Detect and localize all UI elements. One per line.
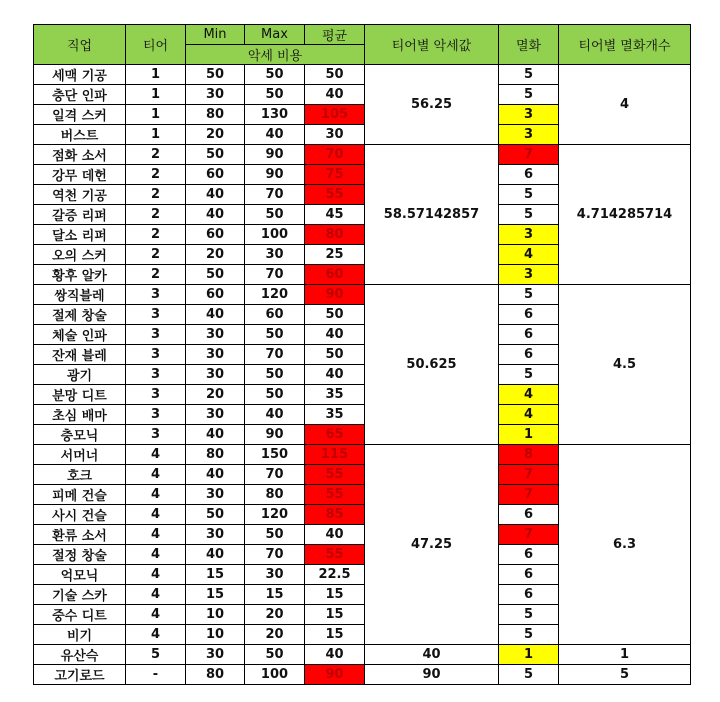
enh-cell[interactable]: 3: [499, 265, 559, 285]
max-cell[interactable]: 120: [245, 505, 305, 525]
job-name-cell[interactable]: 고기로드: [34, 665, 126, 685]
job-name-cell[interactable]: 서머너: [34, 445, 126, 465]
avg-cell[interactable]: 90: [305, 665, 365, 685]
job-name-cell[interactable]: 유산슥: [34, 645, 126, 665]
avg-cell[interactable]: 35: [305, 385, 365, 405]
job-name-cell[interactable]: 환류 소서: [34, 525, 126, 545]
enh-cell[interactable]: 6: [499, 305, 559, 325]
max-cell[interactable]: 120: [245, 285, 305, 305]
min-cell[interactable]: 30: [186, 645, 245, 665]
avg-cell[interactable]: 15: [305, 585, 365, 605]
enh-cell[interactable]: 7: [499, 485, 559, 505]
header-tier[interactable]: 티어: [126, 25, 186, 65]
enh-cell[interactable]: 5: [499, 365, 559, 385]
job-name-cell[interactable]: 기술 스카: [34, 585, 126, 605]
job-name-cell[interactable]: 사시 건슬: [34, 505, 126, 525]
tier-cell[interactable]: 1: [126, 65, 186, 85]
min-cell[interactable]: 10: [186, 625, 245, 645]
enh-cell[interactable]: 5: [499, 205, 559, 225]
avg-cell[interactable]: 85: [305, 505, 365, 525]
max-cell[interactable]: 50: [245, 385, 305, 405]
job-name-cell[interactable]: 분망 디트: [34, 385, 126, 405]
header-cost-group[interactable]: 악세 비용: [186, 45, 365, 65]
max-cell[interactable]: 90: [245, 425, 305, 445]
avg-cell[interactable]: 22.5: [305, 565, 365, 585]
tier-avg-cell[interactable]: 56.25: [365, 65, 499, 145]
enh-cell[interactable]: 6: [499, 165, 559, 185]
min-cell[interactable]: 40: [186, 425, 245, 445]
avg-cell[interactable]: 65: [305, 425, 365, 445]
tier-avg-cell[interactable]: 50.625: [365, 285, 499, 445]
max-cell[interactable]: 100: [245, 225, 305, 245]
table-row: [34, 285, 691, 305]
tier-cell[interactable]: 1: [126, 125, 186, 145]
avg-cell[interactable]: 45: [305, 205, 365, 225]
avg-cell[interactable]: 30: [305, 125, 365, 145]
tier-enh-cell[interactable]: 4.714285714: [559, 145, 691, 285]
tier-enh-cell[interactable]: 4.5: [559, 285, 691, 445]
table-row: [34, 145, 691, 165]
min-cell[interactable]: 20: [186, 385, 245, 405]
header-avg[interactable]: 평균: [305, 25, 365, 45]
max-cell[interactable]: 50: [245, 525, 305, 545]
min-cell[interactable]: 30: [186, 405, 245, 425]
tier-avg-cell[interactable]: 40: [365, 645, 499, 665]
job-name-cell[interactable]: 일격 스커: [34, 105, 126, 125]
tier-cell[interactable]: 2: [126, 185, 186, 205]
min-cell[interactable]: 80: [186, 665, 245, 685]
tier-cell[interactable]: 4: [126, 625, 186, 645]
min-cell[interactable]: 40: [186, 205, 245, 225]
enh-cell[interactable]: 3: [499, 105, 559, 125]
tier-enh-cell[interactable]: 6.3: [559, 445, 691, 645]
tier-cell[interactable]: 4: [126, 525, 186, 545]
job-name-cell[interactable]: 초심 배마: [34, 405, 126, 425]
job-name-cell[interactable]: 버스트: [34, 125, 126, 145]
tier-avg-cell[interactable]: 58.57142857: [365, 145, 499, 285]
max-cell[interactable]: 50: [245, 205, 305, 225]
avg-cell[interactable]: 55: [305, 485, 365, 505]
min-cell[interactable]: 30: [186, 485, 245, 505]
table-row: [34, 645, 691, 665]
job-name-cell[interactable]: 억모닉: [34, 565, 126, 585]
tier-cell[interactable]: 2: [126, 265, 186, 285]
tier-cell[interactable]: 2: [126, 145, 186, 165]
min-cell[interactable]: 80: [186, 445, 245, 465]
avg-cell[interactable]: 75: [305, 165, 365, 185]
max-cell[interactable]: 40: [245, 125, 305, 145]
min-cell[interactable]: 30: [186, 525, 245, 545]
header-enh[interactable]: 멸화: [499, 25, 559, 65]
tier-enh-cell[interactable]: 4: [559, 65, 691, 145]
enh-cell[interactable]: 7: [499, 525, 559, 545]
table-body: [34, 65, 691, 685]
min-cell[interactable]: 60: [186, 225, 245, 245]
tier-cell[interactable]: 4: [126, 505, 186, 525]
max-cell[interactable]: 15: [245, 585, 305, 605]
avg-cell[interactable]: 105: [305, 105, 365, 125]
header-tier-avg[interactable]: 티어별 악세값: [365, 25, 499, 65]
min-cell[interactable]: 40: [186, 465, 245, 485]
job-name-cell[interactable]: 절정 창술: [34, 545, 126, 565]
enh-cell[interactable]: 6: [499, 585, 559, 605]
job-name-cell[interactable]: 세맥 기공: [34, 65, 126, 85]
job-name-cell[interactable]: 강무 데헌: [34, 165, 126, 185]
max-cell[interactable]: 80: [245, 485, 305, 505]
tier-enh-cell[interactable]: 1: [559, 645, 691, 665]
tier-enh-cell[interactable]: 5: [559, 665, 691, 685]
table-row: [34, 65, 691, 85]
job-name-cell[interactable]: 광기: [34, 365, 126, 385]
avg-cell[interactable]: 60: [305, 265, 365, 285]
min-cell[interactable]: 50: [186, 65, 245, 85]
enh-cell[interactable]: 5: [499, 85, 559, 105]
job-name-cell[interactable]: 갈증 리퍼: [34, 205, 126, 225]
avg-cell[interactable]: 70: [305, 145, 365, 165]
avg-cell[interactable]: 40: [305, 365, 365, 385]
tier-cell[interactable]: 1: [126, 105, 186, 125]
enh-cell[interactable]: 5: [499, 625, 559, 645]
avg-cell[interactable]: 25: [305, 245, 365, 265]
table-row: [34, 665, 691, 685]
job-name-cell[interactable]: 충모닉: [34, 425, 126, 445]
enh-cell[interactable]: 4: [499, 405, 559, 425]
tier-cell[interactable]: 2: [126, 205, 186, 225]
tier-cell[interactable]: 3: [126, 325, 186, 345]
avg-cell[interactable]: 55: [305, 185, 365, 205]
tier-cell[interactable]: 2: [126, 165, 186, 185]
min-cell[interactable]: 30: [186, 325, 245, 345]
max-cell[interactable]: 70: [245, 345, 305, 365]
max-cell[interactable]: 50: [245, 325, 305, 345]
job-name-cell[interactable]: 달소 리퍼: [34, 225, 126, 245]
header-tier-enh[interactable]: 티어별 멸화개수: [559, 25, 691, 65]
max-cell[interactable]: 90: [245, 145, 305, 165]
header-name[interactable]: 직업: [34, 25, 126, 65]
tier-cell[interactable]: 3: [126, 385, 186, 405]
max-cell[interactable]: 30: [245, 565, 305, 585]
min-cell[interactable]: 30: [186, 345, 245, 365]
min-cell[interactable]: 40: [186, 305, 245, 325]
tier-avg-cell[interactable]: 90: [365, 665, 499, 685]
min-cell[interactable]: 20: [186, 245, 245, 265]
min-cell[interactable]: 10: [186, 605, 245, 625]
min-cell[interactable]: 20: [186, 125, 245, 145]
avg-cell[interactable]: 15: [305, 605, 365, 625]
avg-cell[interactable]: 35: [305, 405, 365, 425]
max-cell[interactable]: 60: [245, 305, 305, 325]
avg-cell[interactable]: 50: [305, 65, 365, 85]
avg-cell[interactable]: 55: [305, 545, 365, 565]
enh-cell[interactable]: 5: [499, 65, 559, 85]
avg-cell[interactable]: 40: [305, 525, 365, 545]
tier-cell[interactable]: 3: [126, 425, 186, 445]
avg-cell[interactable]: 50: [305, 345, 365, 365]
max-cell[interactable]: 20: [245, 625, 305, 645]
enh-cell[interactable]: 6: [499, 545, 559, 565]
max-cell[interactable]: 50: [245, 365, 305, 385]
enh-cell[interactable]: 1: [499, 425, 559, 445]
max-cell[interactable]: 30: [245, 245, 305, 265]
max-cell[interactable]: 50: [245, 645, 305, 665]
tier-cell[interactable]: 3: [126, 405, 186, 425]
max-cell[interactable]: 40: [245, 405, 305, 425]
tier-cell[interactable]: 4: [126, 565, 186, 585]
min-cell[interactable]: 50: [186, 505, 245, 525]
job-name-cell[interactable]: 잔재 블레: [34, 345, 126, 365]
min-cell[interactable]: 30: [186, 85, 245, 105]
enh-cell[interactable]: 6: [499, 505, 559, 525]
min-cell[interactable]: 50: [186, 265, 245, 285]
job-name-cell[interactable]: 역천 기공: [34, 185, 126, 205]
enh-cell[interactable]: 8: [499, 445, 559, 465]
accessory-cost-table: [33, 24, 691, 685]
enh-cell[interactable]: 1: [499, 645, 559, 665]
enh-cell[interactable]: 6: [499, 325, 559, 345]
enh-cell[interactable]: 5: [499, 285, 559, 305]
tier-cell[interactable]: 4: [126, 485, 186, 505]
max-cell[interactable]: 50: [245, 65, 305, 85]
enh-cell[interactable]: 7: [499, 465, 559, 485]
job-name-cell[interactable]: 중수 디트: [34, 605, 126, 625]
enh-cell[interactable]: 6: [499, 345, 559, 365]
tier-cell[interactable]: -: [126, 665, 186, 685]
max-cell[interactable]: 150: [245, 445, 305, 465]
avg-cell[interactable]: 40: [305, 85, 365, 105]
tier-avg-cell[interactable]: 47.25: [365, 445, 499, 645]
enh-cell[interactable]: 3: [499, 225, 559, 245]
job-name-cell[interactable]: 황후 알카: [34, 265, 126, 285]
avg-cell[interactable]: 80: [305, 225, 365, 245]
max-cell[interactable]: 100: [245, 665, 305, 685]
enh-cell[interactable]: 7: [499, 145, 559, 165]
max-cell[interactable]: 70: [245, 185, 305, 205]
avg-cell[interactable]: 55: [305, 465, 365, 485]
tier-cell[interactable]: 4: [126, 605, 186, 625]
job-name-cell[interactable]: 충단 인파: [34, 85, 126, 105]
enh-cell[interactable]: 4: [499, 385, 559, 405]
tier-cell[interactable]: 4: [126, 445, 186, 465]
tier-cell[interactable]: 1: [126, 85, 186, 105]
tier-cell[interactable]: 3: [126, 305, 186, 325]
max-cell[interactable]: 50: [245, 85, 305, 105]
avg-cell[interactable]: 50: [305, 305, 365, 325]
tier-cell[interactable]: 5: [126, 645, 186, 665]
tier-cell[interactable]: 3: [126, 365, 186, 385]
min-cell[interactable]: 15: [186, 565, 245, 585]
tier-cell[interactable]: 3: [126, 285, 186, 305]
max-cell[interactable]: 70: [245, 545, 305, 565]
tier-cell[interactable]: 4: [126, 545, 186, 565]
tier-cell[interactable]: 4: [126, 585, 186, 605]
header-max[interactable]: Max: [245, 25, 305, 45]
enh-cell[interactable]: 5: [499, 605, 559, 625]
max-cell[interactable]: 20: [245, 605, 305, 625]
spreadsheet: [33, 24, 691, 685]
table-row: [34, 445, 691, 465]
avg-cell[interactable]: 15: [305, 625, 365, 645]
max-cell[interactable]: 90: [245, 165, 305, 185]
job-name-cell[interactable]: 비기: [34, 625, 126, 645]
job-name-cell[interactable]: 점화 소서: [34, 145, 126, 165]
min-cell[interactable]: 80: [186, 105, 245, 125]
min-cell[interactable]: 30: [186, 365, 245, 385]
avg-cell[interactable]: 40: [305, 325, 365, 345]
avg-cell[interactable]: 90: [305, 285, 365, 305]
job-name-cell[interactable]: 오의 스커: [34, 245, 126, 265]
max-cell[interactable]: 130: [245, 105, 305, 125]
job-name-cell[interactable]: 체술 인파: [34, 325, 126, 345]
enh-cell[interactable]: 5: [499, 185, 559, 205]
job-name-cell[interactable]: 호크: [34, 465, 126, 485]
avg-cell[interactable]: 115: [305, 445, 365, 465]
avg-cell[interactable]: 40: [305, 645, 365, 665]
min-cell[interactable]: 60: [186, 165, 245, 185]
enh-cell[interactable]: 5: [499, 665, 559, 685]
tier-cell[interactable]: 3: [126, 345, 186, 365]
tier-cell[interactable]: 4: [126, 465, 186, 485]
job-name-cell[interactable]: 피메 건슬: [34, 485, 126, 505]
min-cell[interactable]: 60: [186, 285, 245, 305]
job-name-cell[interactable]: 쌍직블레: [34, 285, 126, 305]
min-cell[interactable]: 50: [186, 145, 245, 165]
min-cell[interactable]: 40: [186, 545, 245, 565]
tier-cell[interactable]: 2: [126, 245, 186, 265]
min-cell[interactable]: 40: [186, 185, 245, 205]
enh-cell[interactable]: 4: [499, 245, 559, 265]
max-cell[interactable]: 70: [245, 465, 305, 485]
tier-cell[interactable]: 2: [126, 225, 186, 245]
max-cell[interactable]: 70: [245, 265, 305, 285]
header-min[interactable]: Min: [186, 25, 245, 45]
enh-cell[interactable]: 3: [499, 125, 559, 145]
enh-cell[interactable]: 6: [499, 565, 559, 585]
job-name-cell[interactable]: 절제 창술: [34, 305, 126, 325]
min-cell[interactable]: 15: [186, 585, 245, 605]
